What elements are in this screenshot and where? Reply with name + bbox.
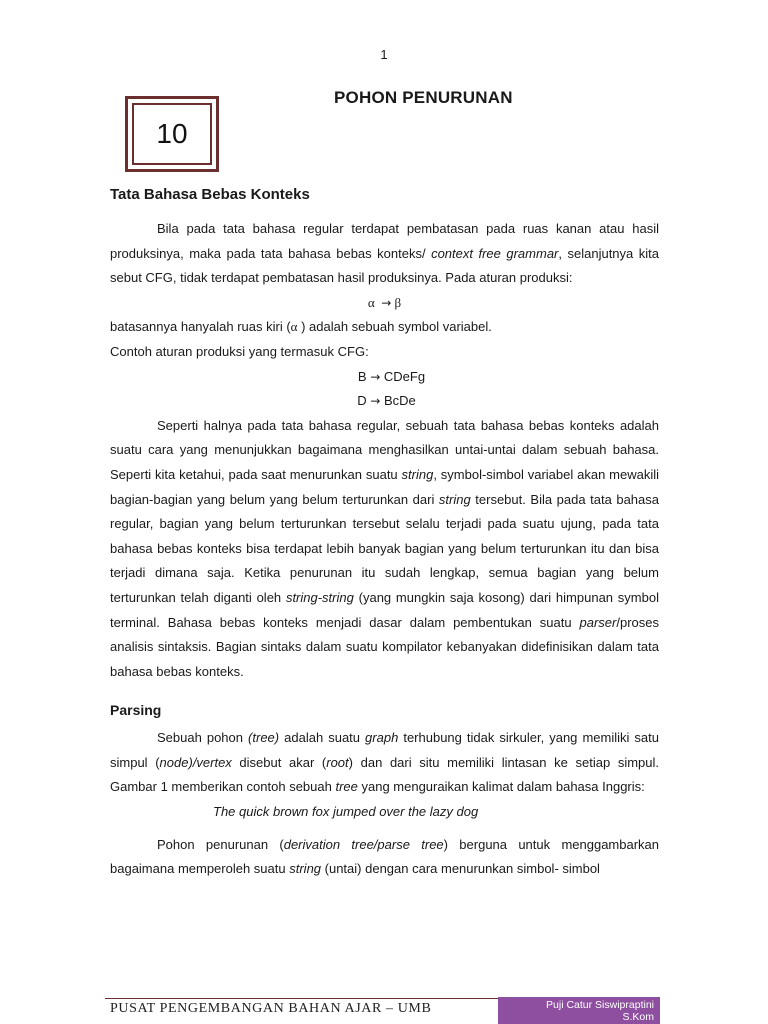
production-rule-2: D → BcDe — [357, 393, 416, 409]
paragraph-tree-definition: Sebuah pohon (tree) adalah suatu graph terhubung tidak sirkuler, yang memiliki satu simpul (node)/vertex disebut akar (root) dan dari situ memiliki lintasan ke setiap simpul. Gambar 1 memberikan contoh sebuah tree yang menguraikan kalimat dalam bahasa Inggris: — [110, 730, 660, 795]
footer-author-degree: S.Kom — [622, 1011, 654, 1023]
paragraph-cfg-intro: Bila pada tata bahasa regular terdapat pembatasan pada ruas kanan atau hasil produksinya, maka pada tata bahasa bebas konteks/ context free grammar, selanjutnya kita sebut CFG, tidak terdapat pembatasan hasil produksinya. Pada aturan produksi: — [110, 221, 659, 286]
page-title: POHON PENURUNAN — [334, 88, 513, 107]
paragraph-example-intro: Contoh aturan produksi yang termasuk CFG: — [110, 343, 369, 359]
section-heading-parsing: Parsing — [110, 702, 162, 719]
footer-author-name: Puji Catur Siswipraptini — [546, 999, 654, 1011]
production-rule-1: B → CDeFg — [357, 368, 426, 384]
document-body — [110, 183, 659, 882]
arrow-icon: → — [370, 369, 381, 384]
page-number: 1 — [380, 47, 388, 62]
paragraph-derivation-tree: Pohon penurunan (derivation tree/parse tree) berguna untuk menggambarkan bagaimana memperoleh suatu string (untai) dengan cara menurunkan simbol- simbol — [110, 836, 659, 877]
arrow-icon: → — [370, 394, 381, 409]
production-rule-alpha-beta: α → β — [367, 294, 402, 310]
example-sentence: The quick brown fox jumped over the lazy dog — [213, 804, 479, 820]
paragraph-restriction: batasannya hanyalah ruas kiri (α ) adalah sebuah symbol variabel. — [110, 319, 492, 335]
chapter-number: 10 — [132, 103, 212, 165]
arrow-icon: → — [381, 295, 392, 310]
paragraph-cfg-explanation: Seperti halnya pada tata bahasa regular, sebuah tata bahasa bebas konteks adalah suatu cara yang menunjukkan bagaimana menghasilkan untai-untai dalam sebuah bahasa. Seperti kita ketahui, pada saat menurunkan suatu string, symbol-simbol variabel akan mewakili bagian-bagian yang belum yang belum terturunkan dari string tersebut. Bila pada tata bahasa regular, bagian yang belum terturunkan tersebut selalu terjadi pada suatu ujung, pada tata bahasa bebas konteks bisa terdapat lebih banyak bagian yang belum terturunkan itu dan bisa terjadi dimana saja. Ketika penurunan itu sudah lengkap, semua bagian yang belum terturunkan telah diganti oleh string-string (yang mungkin saja kosong) dari himpunan symbol terminal. Bahasa bebas konteks menjadi dasar dalam pembentukan suatu parser/proses analisis sintaksis. Bagian sintaks dalam suatu kompilator kebanyakan didefinisikan dalam tata bahasa bebas konteks. — [110, 417, 659, 679]
section-heading-cfg: Tata Bahasa Bebas Konteks — [110, 186, 310, 203]
footer-author-band — [498, 997, 660, 1024]
chapter-number-box — [125, 96, 219, 172]
footer-institution: PUSAT PENGEMBANGAN BAHAN AJAR – UMB — [110, 1001, 432, 1016]
